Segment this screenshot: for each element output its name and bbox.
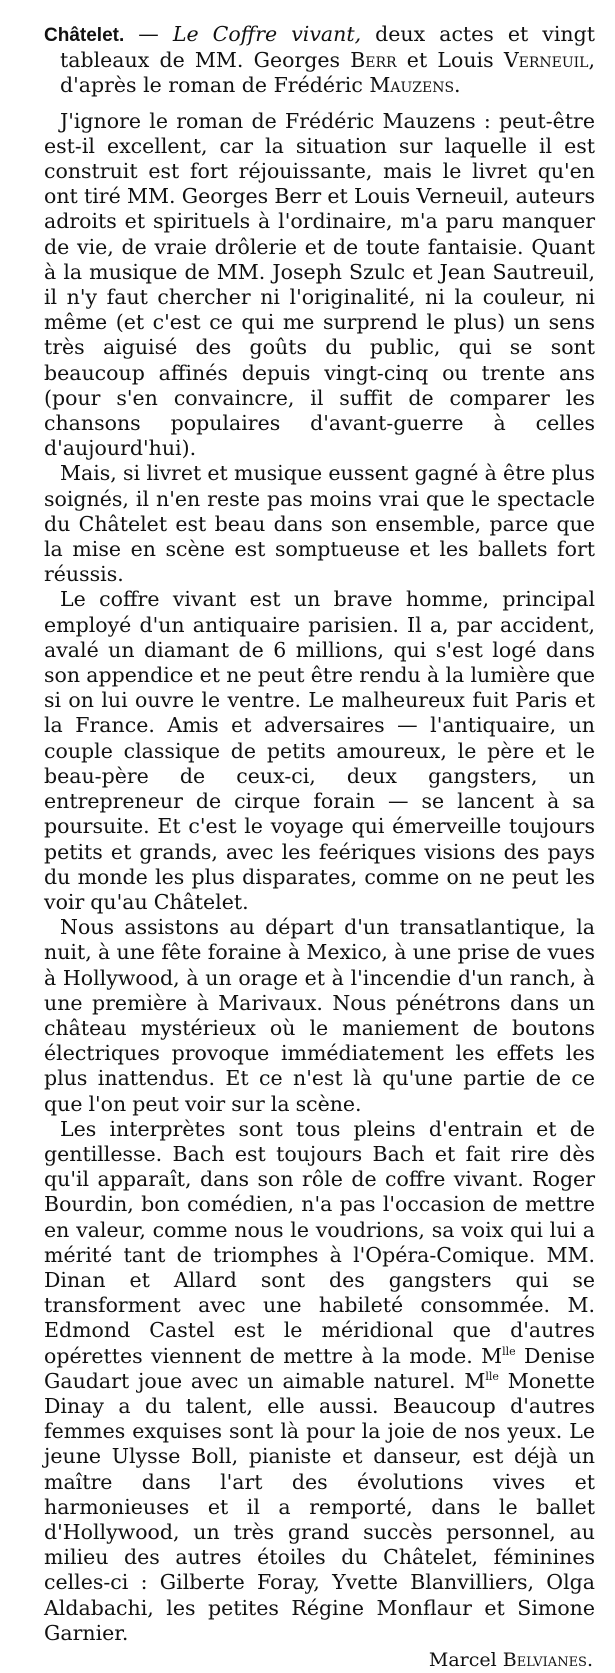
article-header (44, 22, 595, 99)
header-text-3: , d'après le roman de Frédéric (60, 48, 596, 98)
novel-author-mauzens: Mauzens (369, 73, 455, 98)
paragraph-5-part-1: Les interprètes sont tous pleins d'entrain et de gentillesse. Bach est toujours Bach et fait rire dès qu'il apparaît, dans son rôle de coffre vivant. Roger Bourdin, bon comédien, n'a pas l'occasion de mettre en valeur, comme nous le voudrions, sa voix qui lui a mérité tant de triomphes à l'Opéra-Comique. MM. Dinan et Allard sont des gangsters qui se transforment avec une habileté consommée. M. Edmond Castel est le méridional que d'autres opérettes viennent de mettre à la mode. M (44, 1116, 595, 1368)
paragraph-1: J'ignore le roman de Frédéric Mauzens : peut-être est-il excellent, car la situation sur laquelle il est construit est fort réjouissante, mais le livret qu'en ont tiré MM. Georges Berr et Louis Verneuil, auteurs adroits et spirituels à l'ordinaire, m'a paru manquer de vie, de vraie drôlerie et de toute fantaisie. Quant à la musique de MM. Joseph Szulc et Jean Sautreuil, il n'y faut chercher ni l'originalité, ni la couleur, ni même (et c'est ce qui me surprend le plus) un sens très aiguisé des goûts du public, qui se sont beaucoup affinés depuis vingt-cinq ou trente ans (pour s'en convaincre, il suffit de comparer les chansons populaires d'avant-guerre à celles d'aujourd'hui). (44, 108, 595, 461)
paragraph-5 (44, 1117, 595, 1646)
header-text-4: . (454, 73, 461, 98)
signature-first-name: Marcel (428, 1649, 497, 1671)
header-dash: — (124, 22, 173, 46)
signature-last-name: Belvianes. (502, 1649, 593, 1671)
play-title: Le Coffre vivant, (172, 22, 362, 46)
mademoiselle-abbrev-1: lle (502, 1344, 516, 1358)
mademoiselle-abbrev-2: lle (485, 1369, 499, 1383)
header-text-1: deux actes et vingt tableaux de MM. Georges (60, 22, 595, 73)
paragraph-5-part-2: Denise Gaudart joue avec un aimable naturel. M (44, 1343, 595, 1393)
author-verneuil: Verneuil (503, 48, 589, 73)
paragraph-5-part-3: Monette Dinay a du talent, elle aussi. Beaucoup d'autres femmes exquises sont là pour la joie de nos yeux. Le jeune Ulysse Boll, pianiste et danseur, est déjà un maître dans l'art des évolutions vives et harmonieuses et il a remporté, dans le ballet d'Hollywood, un très grand succès personnel, au milieu des autres étoiles du Châtelet, féminines celles-ci : Gilberte Foray, Yvette Blanvilliers, Olga Aldabachi, les petites Régine Monflaur et Simone Garnier. (44, 1368, 595, 1645)
paragraph-2: Mais, si livret et musique eussent gagné à être plus soignés, il n'en reste pas moins vrai que le spectacle du Châtelet est beau dans son ensemble, parce que la mise en scène est somptueuse et les ballets fort réussis. (44, 461, 595, 587)
author-berr: Berr (350, 48, 397, 73)
author-signature (44, 1648, 595, 1673)
venue-name: Châtelet. (44, 25, 125, 46)
paragraph-4: Nous assistons au départ d'un transatlantique, la nuit, à une fête foraine à Mexico, à une prise de vues à Hollywood, à un orage et à l'incendie d'un ranch, à une première à Marivaux. Nous pénétrons dans un château mystérieux où le maniement de boutons électriques provoque immédiatement les effets les plus inattendus. Et ce n'est là qu'une partie de ce que l'on peut voir sur la scène. (44, 915, 595, 1116)
article (44, 22, 595, 1673)
header-text-2: et Louis (396, 48, 504, 73)
paragraph-3: Le coffre vivant est un brave homme, principal employé d'un antiquaire parisien. Il a, par accident, avalé un diamant de 6 millions, qui s'est logé dans son appendice et ne peut être rendu à la lumière que si on lui ouvre le ventre. Le malheureux fuit Paris et la France. Amis et adversaires — l'antiquaire, un couple classique de petits amoureux, le père et le beau-père de ceux-ci, deux gangsters, un entrepreneur de cirque forain — se lancent à sa poursuite. Et c'est le voyage qui émerveille toujours petits et grands, avec les feériques visions des pays du monde les plus disparates, comme on ne peut les voir qu'au Châtelet. (44, 587, 595, 914)
